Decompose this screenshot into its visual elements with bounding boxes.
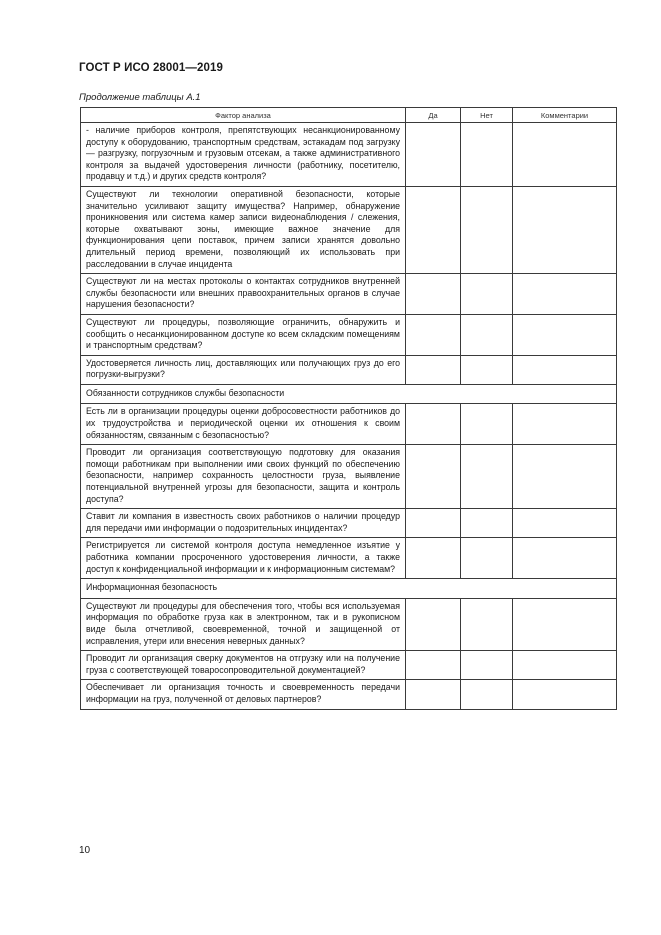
yes-cell bbox=[406, 186, 461, 273]
factor-analysis-table bbox=[80, 107, 617, 710]
header-factor: Фактор анализа bbox=[81, 108, 406, 123]
no-cell bbox=[461, 598, 513, 650]
no-cell bbox=[461, 314, 513, 355]
no-cell bbox=[461, 651, 513, 680]
table-row bbox=[81, 123, 617, 187]
factor-cell: Обеспечивает ли организация точность и своевременность передачи информации на груз, полученной от деловых партнеров? bbox=[81, 680, 406, 709]
table-row bbox=[81, 680, 617, 709]
table-caption: Продолжение таблицы А.1 bbox=[79, 92, 201, 103]
table-row bbox=[81, 651, 617, 680]
yes-cell bbox=[406, 598, 461, 650]
comments-cell bbox=[513, 680, 617, 709]
no-cell bbox=[461, 509, 513, 538]
no-cell bbox=[461, 404, 513, 445]
document-header: ГОСТ Р ИСО 28001—2019 bbox=[79, 62, 224, 74]
header-comments: Комментарии bbox=[513, 108, 617, 123]
table-row bbox=[81, 355, 617, 384]
table-row bbox=[81, 509, 617, 538]
comments-cell bbox=[513, 314, 617, 355]
table-body bbox=[81, 123, 617, 710]
factor-cell: Проводит ли организация сверку документов на отгрузку или на получение груза с соответствующей товаросопроводительной документацией? bbox=[81, 651, 406, 680]
no-cell bbox=[461, 680, 513, 709]
comments-cell bbox=[513, 509, 617, 538]
comments-cell bbox=[513, 186, 617, 273]
factor-cell: Существуют ли на местах протоколы о контактах сотрудников внутренней службы безопасности или внешних правоохранительных органов в случае нарушения безопасности? bbox=[81, 274, 406, 315]
table-section-row bbox=[81, 579, 617, 599]
header-yes: Да bbox=[406, 108, 461, 123]
page-number: 10 bbox=[79, 845, 91, 856]
factor-cell: Есть ли в организации процедуры оценки добросовестности работников до их трудоустройства и периодической оценки их отношения к своим обязанностям, связанным с безопасностью? bbox=[81, 404, 406, 445]
no-cell bbox=[461, 355, 513, 384]
comments-cell bbox=[513, 274, 617, 315]
factor-cell: - наличие приборов контроля, препятствующих несанкционированному доступу к оборудованию, транспортным средствам, эстакадам под загрузку — разгрузку, погрузочным и грузовым отсекам, а также административного контроля за выдачей удостоверения личности (работнику, посетителю, продавцу и т.д.) и других средств контроля? bbox=[81, 123, 406, 187]
comments-cell bbox=[513, 598, 617, 650]
comments-cell bbox=[513, 538, 617, 579]
table-row bbox=[81, 404, 617, 445]
table-row bbox=[81, 445, 617, 509]
section-title: Обязанности сотрудников службы безопасности bbox=[81, 384, 617, 404]
factor-cell: Проводит ли организация соответствующую подготовку для оказания помощи работникам при выполнении ими своих функций по обеспечению безопасности, например сохранность целостности груза, выявление потенциальной внутренней угрозы для безопасности, защита и контроль доступа? bbox=[81, 445, 406, 509]
factor-cell: Удостоверяется личность лиц, доставляющих или получающих груз до его погрузки-выгрузки? bbox=[81, 355, 406, 384]
yes-cell bbox=[406, 404, 461, 445]
yes-cell bbox=[406, 274, 461, 315]
table-row bbox=[81, 274, 617, 315]
factor-cell: Ставит ли компания в известность своих работников о наличии процедур для передачи ими информации о подозрительных инцидентах? bbox=[81, 509, 406, 538]
yes-cell bbox=[406, 680, 461, 709]
yes-cell bbox=[406, 355, 461, 384]
section-title: Информационная безопасность bbox=[81, 579, 617, 599]
yes-cell bbox=[406, 445, 461, 509]
table-row bbox=[81, 186, 617, 273]
comments-cell bbox=[513, 445, 617, 509]
comments-cell bbox=[513, 651, 617, 680]
table-row bbox=[81, 314, 617, 355]
table-row bbox=[81, 538, 617, 579]
no-cell bbox=[461, 538, 513, 579]
yes-cell bbox=[406, 509, 461, 538]
no-cell bbox=[461, 445, 513, 509]
comments-cell bbox=[513, 355, 617, 384]
table-row bbox=[81, 598, 617, 650]
comments-cell bbox=[513, 123, 617, 187]
factor-cell: Существуют ли технологии оперативной безопасности, которые значительно усиливают защиту имущества? Например, обнаружение проникновения или система камер записи видеонаблюдения / слежения, которые охватывают зоны, имеющие важное значение для функционирования цепи поставок, причем записи хранятся довольно длительный период времени, позволяющий их использовать при расследовании в случае инцидента bbox=[81, 186, 406, 273]
yes-cell bbox=[406, 314, 461, 355]
comments-cell bbox=[513, 404, 617, 445]
header-no: Нет bbox=[461, 108, 513, 123]
yes-cell bbox=[406, 651, 461, 680]
no-cell bbox=[461, 186, 513, 273]
yes-cell bbox=[406, 123, 461, 187]
factor-cell: Существуют ли процедуры для обеспечения того, чтобы вся используемая информация по обработке груза как в электронном, так и в рукописном виде была отчетливой, своевременной, точной и защищенной от исправления, утери или внесения неверных данных? bbox=[81, 598, 406, 650]
factor-cell: Регистрируется ли системой контроля доступа немедленное изъятие у работника компании просроченного удостоверения личности, а также доступ к конфиденциальной информации и к информационным системам? bbox=[81, 538, 406, 579]
factor-cell: Существуют ли процедуры, позволяющие ограничить, обнаружить и сообщить о несанкционированном доступе ко всем складским помещениям и транспортным средствам? bbox=[81, 314, 406, 355]
no-cell bbox=[461, 274, 513, 315]
no-cell bbox=[461, 123, 513, 187]
table-section-row bbox=[81, 384, 617, 404]
yes-cell bbox=[406, 538, 461, 579]
table-header-row bbox=[81, 108, 617, 123]
